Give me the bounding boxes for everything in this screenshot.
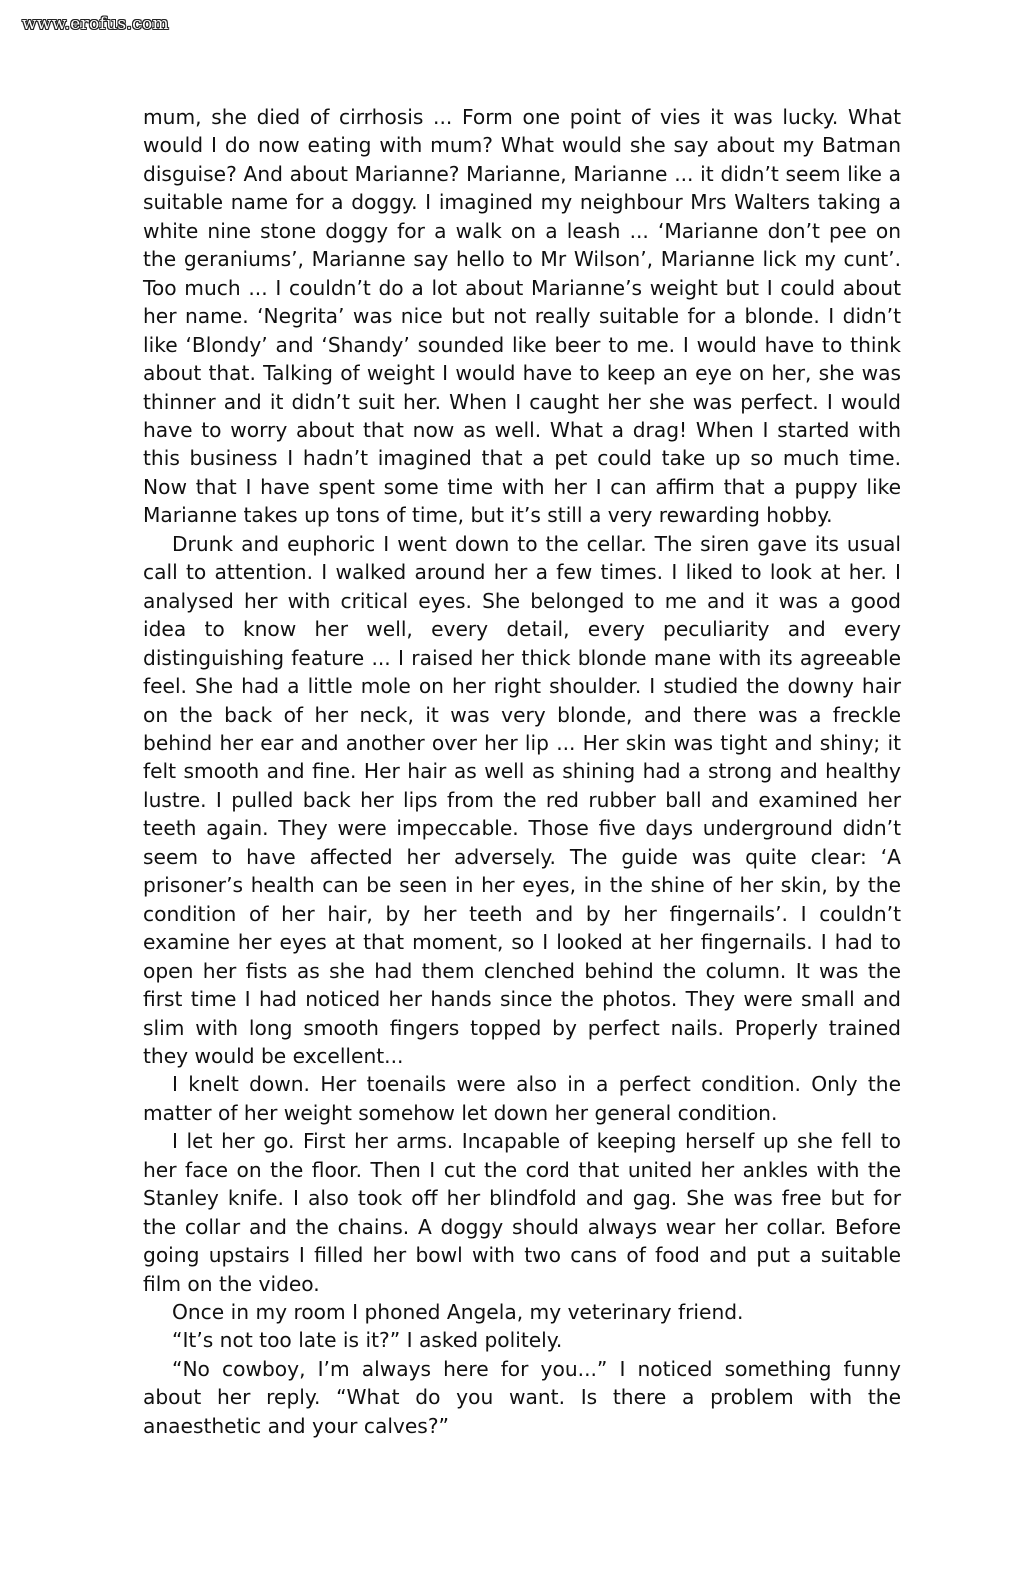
paragraph-2: Drunk and euphoric I went down to the cellar. The siren gave its usual call to attention. I walked around her a few times. I liked to look at her. I analysed her with critical eyes. She belonged to me and it was a good idea to know her well, every detail, every peculiarity and every distinguishing feature ... I raised her thick blonde mane with its agreeable feel. She had a little mole on her right shoulder. I studied the downy hair on the back of her neck, it was very blonde, and there was a freckle behind her ear and another over her lip ... Her skin was tight and shiny; it felt smooth and fine. Her hair as well as shining had a strong and healthy lustre. I pulled back her lips from the red rubber ball and examined her teeth again. They were impeccable. Those five days underground didn’t seem to have affected her adversely. The guide was quite clear: ‘A prisoner’s health can be seen in her eyes, in the shine of her skin, by the condition of her hair, by her teeth and by her fingernails’. I couldn’t examine her eyes at that moment, so I looked at her fingernails. I had to open her fists as she had them clenched behind the column. It was the first time I had noticed her hands since the photos. They were small and slim with long smooth fingers topped by perfect nails. Properly trained they would be excellent...: [143, 531, 901, 1068]
paragraph-5: Once in my room I phoned Angela, my veterinary friend.: [172, 1300, 744, 1325]
paragraph-4: I let her go. First her arms. Incapable of keeping herself up she fell to her face on the floor. Then I cut the cord that united her ankles with the Stanley knife. I also took off her blindfold and gag. She was free but for the collar and the chains. A doggy should always wear her collar. Before going upstairs I filled her bowl with two cans of food and put a suitable film on the video.: [143, 1129, 901, 1296]
paragraph-7: “No cowboy, I’m always here for you...” I noticed something funny about her reply. “What do you want. Is there a problem with the anaesthetic and your calves?”: [143, 1356, 901, 1438]
paragraph-1: mum, she died of cirrhosis ... Form one point of vies it was lucky. What would I do now eating with mum? What would she say about my Batman disguise? And about Marianne? Marianne, Marianne ... it didn’t seem like a suitable name for a doggy. I imagined my neighbour Mrs Walters taking a white nine stone doggy for a walk on a leash ... ‘Marianne don’t pee on the geraniums’, Marianne say hello to Mr Wilson’, Marianne lick my cunt’. Too much ... I couldn’t do a lot about Marianne’s weight but I could about her name. ‘Negrita’ was nice but not really suitable for a blonde. I didn’t like ‘Blondy’ and ‘Shandy’ sounded like beer to me. I would have to think about that. Talking of weight I would have to keep an eye on her, she was thinner and it didn’t suit her. When I caught her she was perfect. I would have to worry about that now as well. What a drag! When I started with this business I hadn’t imagined that a pet could take up so much time. Now that I have spent some time with her I can affirm that a puppy like Marianne takes up tons of time, but it’s still a very rewarding hobby.: [143, 105, 901, 528]
site-watermark: www.erofus.com: [22, 14, 169, 34]
paragraph-3: I knelt down. Her toenails were also in a perfect condition. Only the matter of her weight somehow let down her general condition.: [143, 1072, 901, 1125]
paragraph-6: “It’s not too late is it?” I asked politely.: [172, 1328, 563, 1353]
page-body-text: [143, 103, 901, 1440]
